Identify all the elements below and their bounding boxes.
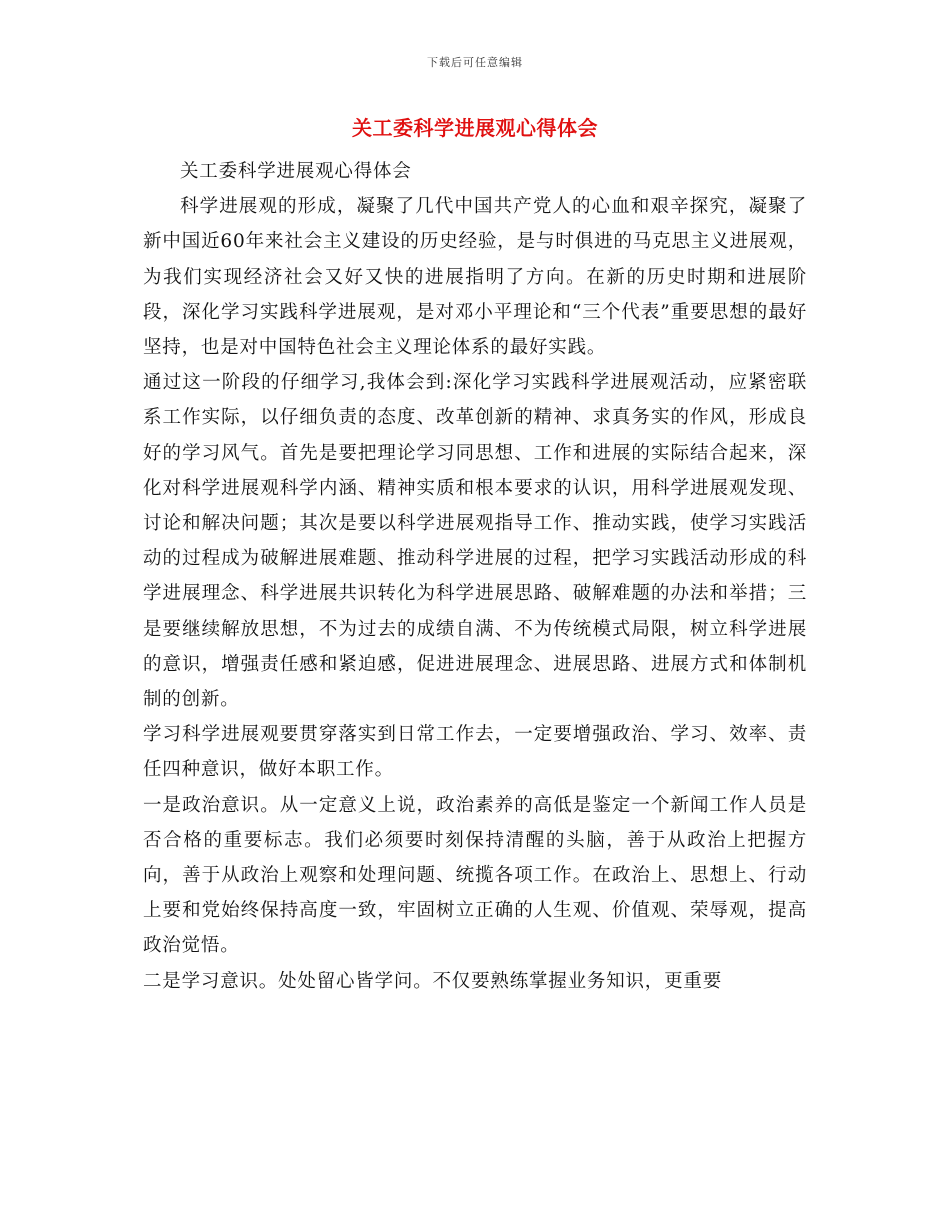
- document-body: [143, 154, 807, 999]
- paragraph: 学习科学进展观要贯穿落实到日常工作去，一定要增强政治、学习、效率、责任四种意识，做好本职工作。: [143, 724, 807, 781]
- paragraph: 通过这一阶段的仔细学习,我体会到:深化学习实践科学进展观活动，应紧密联系工作实际，以仔细负责的态度、改革创新的精神、求真务实的作风，形成良好的学习风气。首先是要把理论学习同思想、工作和进展的实际结合起来，深化对科学进展观科学内涵、精神实质和根本要求的认识，用科学进展观发现、讨论和解决问题；其次是要以科学进展观指导工作、推动实践，使学习实践活动的过程成为破解进展难题、推动科学进展的过程，把学习实践活动形成的科学进展理念、科学进展共识转化为科学进展思路、破解难题的办法和举措；三是要继续解放思想，不为过去的成绩自满、不为传统模式局限，树立科学进展的意识，增强责任感和紧迫感，促进进展理念、进展思路、进展方式和体制机制的创新。: [143, 372, 807, 711]
- document-title: 关工委科学进展观心得体会: [352, 116, 598, 140]
- paragraph: 一是政治意识。从一定意义上说，政治素养的高低是鉴定一个新闻工作人员是否合格的重要标志。我们必须要时刻保持清醒的头脑，善于从政治上把握方向，善于从政治上观察和处理问题、统揽各项工作。在政治上、思想上、行动上要和党始终保持高度一致，牢固树立正确的人生观、价值观、荣辱观，提高政治觉悟。: [143, 794, 807, 957]
- header-note: 下载后可任意编辑: [427, 56, 523, 69]
- paragraph: 二是学习意识。处处留心皆学问。不仅要熟练掌握业务知识，更重要: [143, 970, 723, 992]
- paragraph-subtitle: 关工委科学进展观心得体会: [180, 161, 412, 182]
- paragraph: 科学进展观的形成，凝聚了几代中国共产党人的心血和艰辛探究，凝聚了新中国近60年来社会主义建设的历史经验，是与时俱进的马克思主义进展观，为我们实现经济社会又好又快的进展指明了方向。在新的历史时期和进展阶段，深化学习实践科学进展观，是对邓小平理论和“三个代表”重要思想的最好坚持，也是对中国特色社会主义理论体系的最好实践。: [143, 196, 807, 359]
